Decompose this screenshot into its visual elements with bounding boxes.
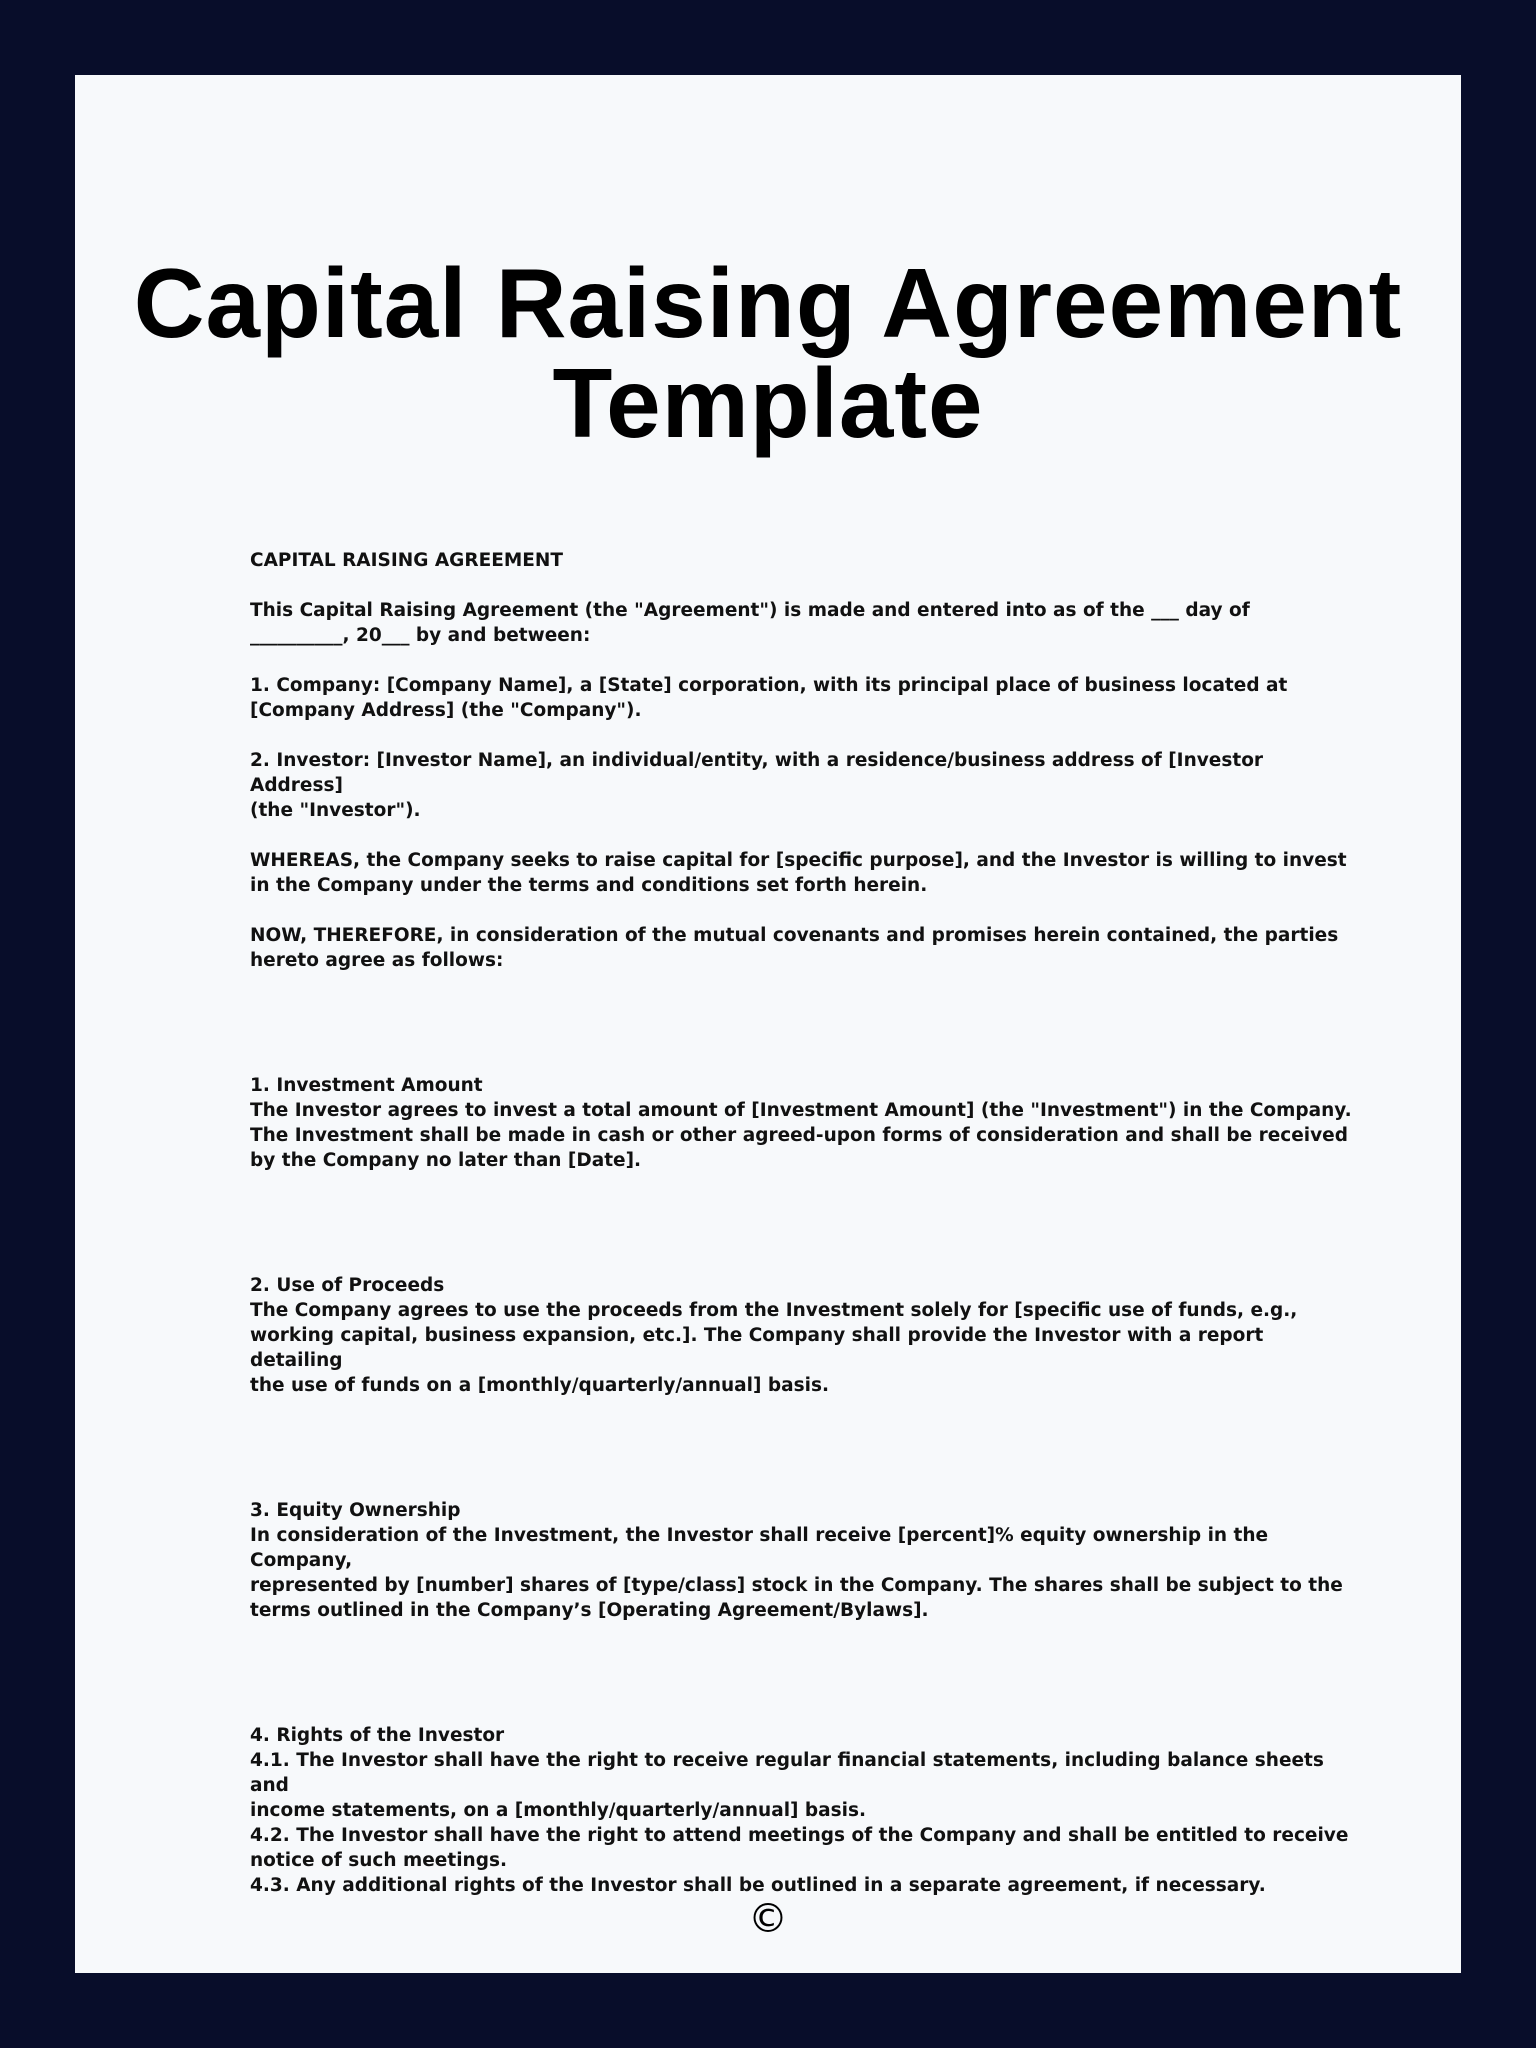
title-line-2: Template: [552, 348, 984, 458]
section-line: The Company agrees to use the proceeds from the Investment solely for [specific use of funds, e.g.,: [250, 1300, 1298, 1321]
party-line: [Company Address] (the "Company").: [250, 700, 642, 721]
section-line: by the Company no later than [Date].: [250, 1150, 642, 1171]
party-line: (the "Investor").: [250, 800, 421, 821]
party-company: [250, 673, 1360, 723]
party-line: 1. Company: [Company Name], a [State] corporation, with its principal place of business located at: [250, 675, 1288, 696]
document-page: [75, 75, 1461, 1973]
section-heading: 4. Rights of the Investor: [250, 1725, 505, 1746]
section-heading: 3. Equity Ownership: [250, 1500, 461, 1521]
therefore-paragraph: [250, 923, 1360, 973]
section-line: The Investment shall be made in cash or other agreed-upon forms of consideration and shall be received: [250, 1125, 1348, 1146]
therefore-line: hereto agree as follows:: [250, 950, 504, 971]
agreement-heading: CAPITAL RAISING AGREEMENT: [250, 550, 564, 571]
whereas-line: in the Company under the terms and conditions set forth herein.: [250, 875, 928, 896]
section-line: The Investor agrees to invest a total amount of [Investment Amount] (the "Investment") in the Company.: [250, 1100, 1352, 1121]
section-line: represented by [number] shares of [type/class] stock in the Company. The shares shall be subject to the: [250, 1575, 1343, 1596]
section-line: In consideration of the Investment, the Investor shall receive [percent]% equity ownership in the Company,: [250, 1525, 1269, 1571]
section-line: the use of funds on a [monthly/quarterly/annual] basis.: [250, 1375, 830, 1396]
section-equity-ownership: [250, 1498, 1360, 1623]
section-line: terms outlined in the Company’s [Operating Agreement/Bylaws].: [250, 1600, 929, 1621]
section-investment-amount: [250, 1073, 1360, 1173]
intro-line: __________, 20___ by and between:: [250, 625, 591, 646]
whereas-paragraph: [250, 848, 1360, 898]
section-use-of-proceeds: [250, 1273, 1360, 1398]
whereas-line: WHEREAS, the Company seeks to raise capital for [specific purpose], and the Investor is willing to invest: [250, 850, 1347, 871]
section-rights-of-investor: [250, 1723, 1360, 1898]
section-heading: 2. Use of Proceeds: [250, 1275, 445, 1296]
intro-paragraph: [250, 598, 1360, 648]
section-line: 4.2. The Investor shall have the right to attend meetings of the Company and shall be entitled to receive: [250, 1825, 1349, 1846]
section-line: 4.3. Any additional rights of the Investor shall be outlined in a separate agreement, if necessary.: [250, 1875, 1266, 1896]
document-body: [250, 548, 1360, 1898]
section-line: notice of such meetings.: [250, 1850, 507, 1871]
section-heading: 1. Investment Amount: [250, 1075, 483, 1096]
section-line: working capital, business expansion, etc.]. The Company shall provide the Investor with a report detailing: [250, 1325, 1264, 1371]
party-investor: [250, 748, 1360, 823]
section-line: 4.1. The Investor shall have the right to receive regular financial statements, including balance sheets and: [250, 1750, 1324, 1796]
document-title: [75, 248, 1461, 458]
title-line-1: Capital Raising Agreement: [133, 248, 1403, 358]
party-line: 2. Investor: [Investor Name], an individual/entity, with a residence/business address of [Investor Address]: [250, 750, 1264, 796]
intro-line: This Capital Raising Agreement (the "Agreement") is made and entered into as of the ___ day of: [250, 600, 1250, 621]
copyright-icon: ©: [748, 1896, 788, 1942]
therefore-line: NOW, THEREFORE, in consideration of the mutual covenants and promises herein contained, the parties: [250, 925, 1339, 946]
section-line: income statements, on a [monthly/quarterly/annual] basis.: [250, 1800, 867, 1821]
